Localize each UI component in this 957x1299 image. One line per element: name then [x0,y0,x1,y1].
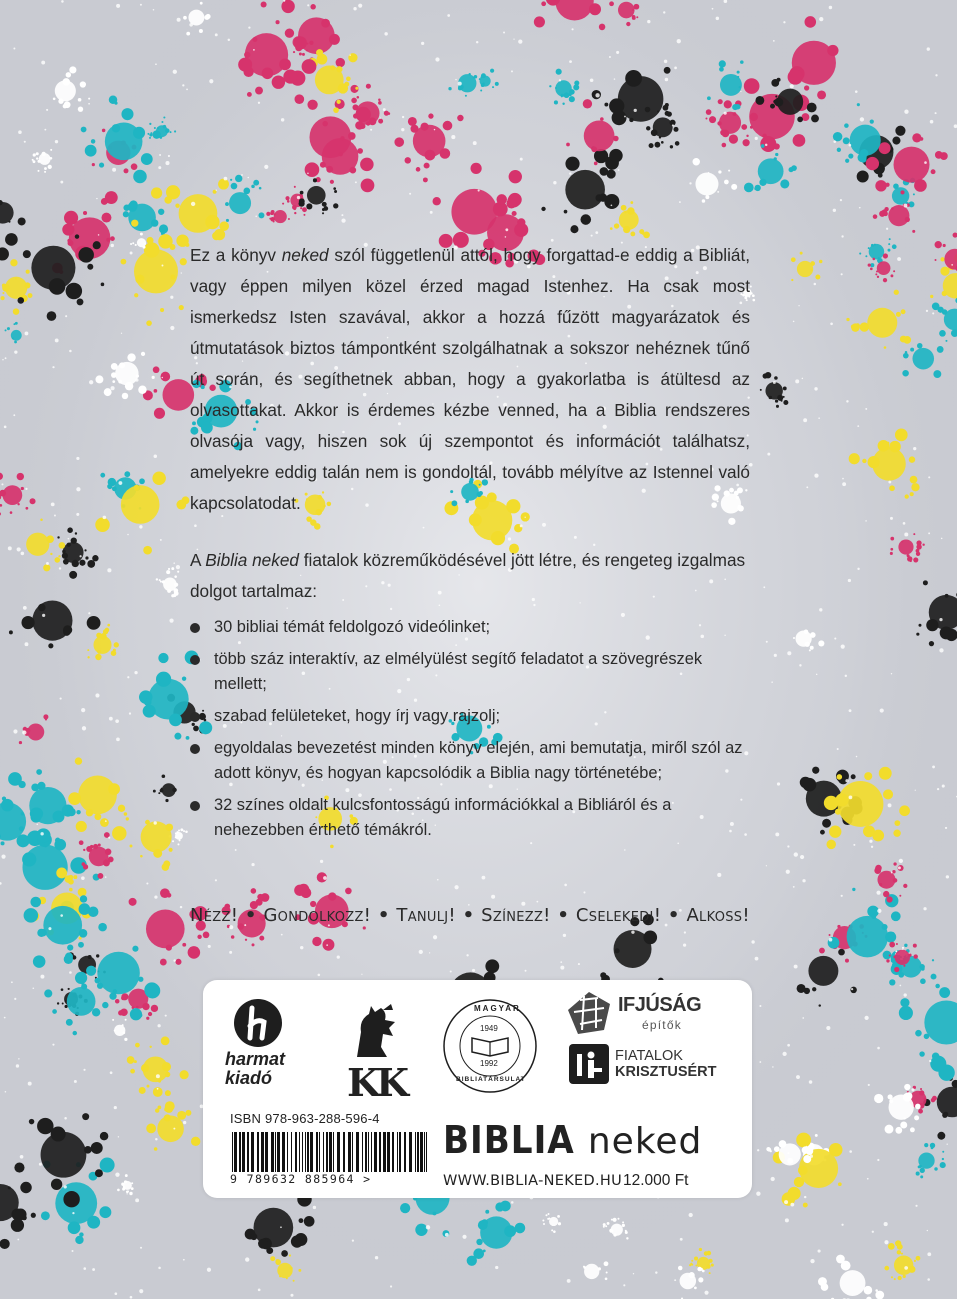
kk-lion-logo: KK [343,1002,413,1102]
description-block [190,240,750,850]
bullet-icon [190,655,200,665]
barcode-digits: 9 789632 885964 > [230,1172,372,1186]
bibliatarsulat-seal: MAGYAR 1949 1992 BIBLIATÁRSULAT [440,996,540,1096]
isbn-number: ISBN 978-963-288-596-4 [230,1111,380,1126]
slogan-item: Gondolkozz! [263,905,372,926]
bullet-icon [190,801,200,811]
ifjusag-cube-icon [566,990,612,1036]
list-item: szabad felületeket, hogy írj vagy rajzolj; [190,704,750,729]
slogan-item: Cselekedj! [575,905,662,926]
bullet-icon [190,712,200,722]
description-paragraph: Ez a könyv neked szól függetlenül attól, hogy forgattad-e eddig a Bibliát, vagy éppen milyen közel érzed magad Istenhez. Ha csak most ismerkedsz Isten szavával, akkor a hozzá fűzött magyarázatok és útmutatások biztos támpontként szolgálhatnak a sokszor nehéznek tűnő út során, és segíthetnek abban, hogy a gyakorlatba is átültesd az olvasottakat. Akkor is érdemes kézbe venned, ha a Biblia rendszeres olvasója vagy, hiszen sok új szempontot és információt találhatsz, amelyekre eddig talán nem is gondoltál, tovább mélyítve az Istennel való kapcsolatodat. [190,245,750,513]
back-cover-info-card [203,980,752,1198]
list-item: több száz interaktív, az elmélyülést segítő feladatot a szövegrészek mellett; [190,647,750,697]
book-title-logo: BIBLIA neked [443,1118,703,1162]
slogan-separator: • [462,905,475,926]
barcode-icon [230,1132,434,1172]
harmat-h-icon [233,998,283,1048]
slogan-item: Tanulj! [396,905,456,926]
bullet-icon [190,744,200,754]
fiatalok-cross-icon [569,1044,609,1084]
list-item: 32 színes oldalt kulcsfontosságú információkkal a Bibliáról és a nehezebben érthető témákról. [190,793,750,843]
slogan-separator: • [667,905,680,926]
slogan-separator: • [377,905,390,926]
slogan-separator: • [244,905,257,926]
list-item: 30 bibliai témát feldolgozó videólinket; [190,615,750,640]
features-list [190,615,750,843]
price-label: 12.000 Ft [623,1172,689,1189]
fiatalok-krisztusert-logo: FIATALOK KRISZTUSÉRT [569,1044,744,1094]
slogan-item: Alkoss! [686,905,750,926]
isbn-barcode [230,1111,440,1186]
lion-icon [347,1002,407,1062]
harmat-logo: harmat kiadó [225,998,305,1098]
slogan-item: Színezz! [481,905,551,926]
ifjusag-epitok-logo: IFJÚSÁG építők [566,990,741,1040]
features-intro: A Biblia neked fiatalok közreműködésével jött létre, és rengeteg izgalmas dolgot tartalmaz: [190,550,746,601]
slogan-line [190,905,750,926]
slogan-separator: • [557,905,570,926]
website-url: WWW.BIBLIA-NEKED.HU [443,1173,622,1189]
slogan-item: Nézz! [190,905,239,926]
list-item: egyoldalas bevezetést minden könyv elején, ami bemutatja, miről szól az adott könyv, és hogyan kapcsolódik a Biblia nagy történetébe; [190,736,750,786]
bullet-icon [190,623,200,633]
